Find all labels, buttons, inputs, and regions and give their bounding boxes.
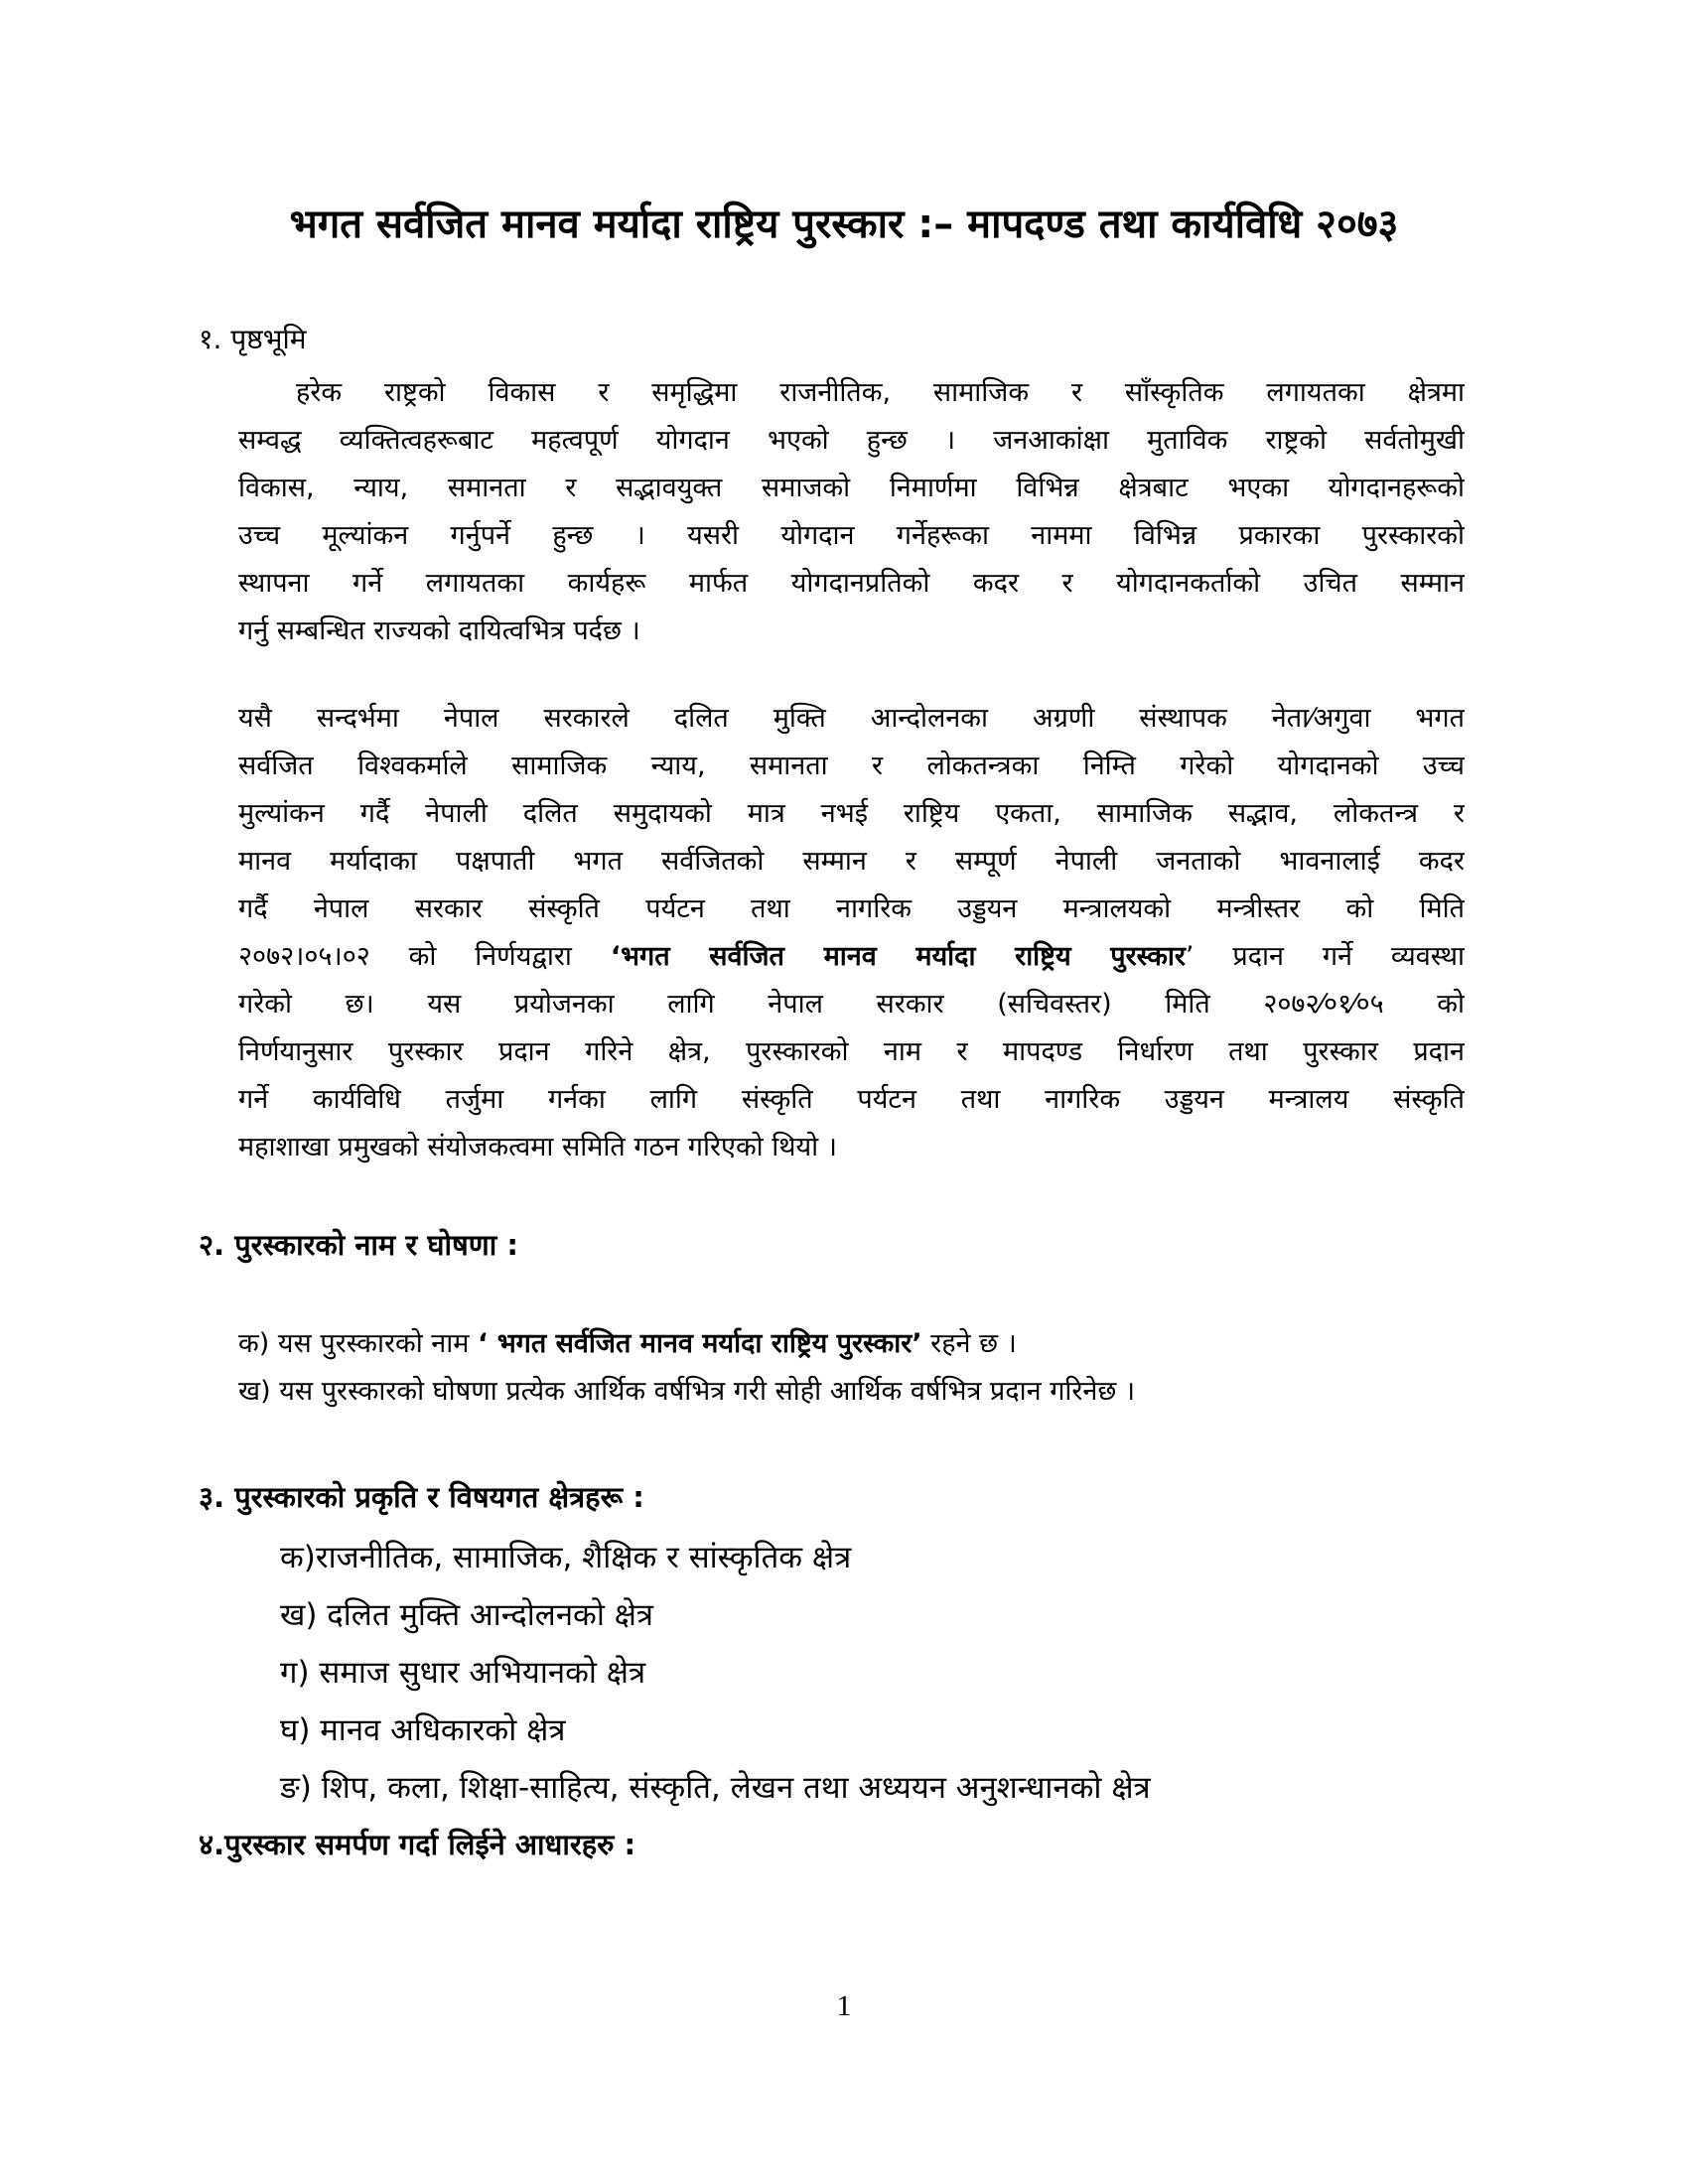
paragraph-line: उच्च मूल्यांकन गर्नुपर्ने हुन्छ । यसरी योगदान गर्नेहरूका नाममा विभिन्न प्रकारका पुरस्कारको xyxy=(238,520,1465,551)
page-number: 1 xyxy=(836,1989,852,2022)
award-name-bold: ‘भगत सर्वजित मानव मर्यादा राष्ट्रिय पुरस्कार xyxy=(610,941,1186,972)
paragraph-line: गर्नु सम्बन्धित राज्यको दायित्वभित्र पर्दछ । xyxy=(238,615,640,646)
paragraph-line: २०७२।०५।०२ को निर्णयद्वारा ‘भगत सर्वजित मानव मर्यादा राष्ट्रिय पुरस्कार’ प्रदान गर्ने व्यवस्था xyxy=(238,941,1465,972)
paragraph-line: मुल्यांकन गर्दै नेपाली दलित समुदायको मात्र नभई राष्ट्रिय एकता, सामाजिक सद्भाव, लोकतन्त्र र xyxy=(238,798,1465,829)
award-name-bold: ‘ भगत सर्वजित मानव मर्यादा राष्ट्रिय पुरस्कार’ xyxy=(478,1328,922,1359)
document-title: भगत सर्वजित मानव मर्यादा राष्ट्रिय पुरस्कार :– मापदण्ड तथा कार्यविधि २०७३ xyxy=(289,202,1399,247)
list-item: घ) मानव अधिकारको क्षेत्र xyxy=(280,1712,566,1748)
section-1-paragraph-1 xyxy=(238,369,1465,655)
paragraph-line: स्थापना गर्ने लगायतका कार्यहरू मार्फत योगदानप्रतिको कदर र योगदानकर्ताको उचित सम्मान xyxy=(238,568,1465,599)
list-item: क) यस पुरस्कारको नाम ‘ भगत सर्वजित मानव मर्यादा राष्ट्रिय पुरस्कार’ रहने छ । xyxy=(238,1328,1017,1359)
section-1-heading: १. पृष्ठभूमि xyxy=(199,323,307,355)
paragraph-line: सर्वजित विश्वकर्माले सामाजिक न्याय, समानता र लोकतन्त्रका निम्ति गरेको योगदानको उच्च xyxy=(238,751,1465,781)
section-2-heading: २. पुरस्कारको नाम र घोषणा : xyxy=(199,1228,518,1262)
paragraph-line: सम्वद्ध व्यक्तित्वहरूबाट महत्वपूर्ण योगदान भएको हुन्छ । जनआकांक्षा मुताविक राष्ट्रको सर्वतोमुखी xyxy=(238,425,1465,456)
list-item: ग) समाज सुधार अभियानको क्षेत्र xyxy=(280,1655,646,1691)
section-3-list xyxy=(280,1529,1151,1817)
paragraph-line: गरेको छ। यस प्रयोजनका लागि नेपाल सरकार (सचिवस्तर) मिति २०७२⁄०१⁄०५ को xyxy=(238,989,1465,1020)
list-item: ङ) शिप, कला, शिक्षा-साहित्य, संस्कृति, लेखन तथा अध्ययन अनुशन्धानको क्षेत्र xyxy=(280,1770,1151,1806)
list-item: ख) यस पुरस्कारको घोषणा प्रत्येक आर्थिक वर्षभित्र गरी सोही आर्थिक वर्षभित्र प्रदान गरिनेछ । xyxy=(238,1376,1136,1407)
section-1-paragraph-2 xyxy=(238,695,1465,1171)
paragraph-line: निर्णयानुसार पुरस्कार प्रदान गरिने क्षेत्र, पुरस्कारको नाम र मापदण्ड निर्धारण तथा पुरस्कार प्रदान xyxy=(238,1036,1465,1067)
paragraph-line: विकास, न्याय, समानता र सद्भावयुक्त समाजको निमार्णमा विभिन्न क्षेत्रबाट भएका योगदानहरूको xyxy=(238,473,1465,503)
paragraph-line: गर्दै नेपाल सरकार संस्कृति पर्यटन तथा नागरिक उड्डयन मन्त्रालयको मन्त्रीस्तर को मिति xyxy=(238,893,1465,924)
paragraph-line: मानव मर्यादाका पक्षपाती भगत सर्वजितको सम्मान र सम्पूर्ण नेपाली जनताको भावनालाई कदर xyxy=(238,846,1465,877)
paragraph-line: महाशाखा प्रमुखको संयोजकत्वमा समिति गठन गरिएको थियो । xyxy=(238,1132,837,1162)
paragraph-line: यसै सन्दर्भमा नेपाल सरकारले दलित मुक्ति आन्दोलनका अग्रणी संस्थापक नेता⁄अगुवा भगत xyxy=(238,703,1465,734)
list-item: ख) दलित मुक्ति आन्दोलनको क्षेत्र xyxy=(280,1597,654,1633)
section-3-heading: ३. पुरस्कारको प्रकृति र विषयगत क्षेत्रहरू : xyxy=(199,1480,644,1514)
paragraph-line: गर्ने कार्यविधि तर्जुमा गर्नका लागि संस्कृति पर्यटन तथा नागरिक उड्डयन मन्त्रालय संस्कृति xyxy=(238,1084,1465,1115)
list-item: क)राजनीतिक, सामाजिक, शैक्षिक र सांस्कृतिक क्षेत्र xyxy=(280,1540,852,1575)
section-2-list xyxy=(238,1320,1135,1416)
paragraph-line: हरेक राष्ट्रको विकास र समृद्धिमा राजनीतिक, सामाजिक र साँस्कृतिक लगायतका क्षेत्रमा xyxy=(296,377,1465,408)
section-4-heading: ४.पुरस्कार समर्पण गर्दा लिईने आधारहरु : xyxy=(199,1828,636,1861)
